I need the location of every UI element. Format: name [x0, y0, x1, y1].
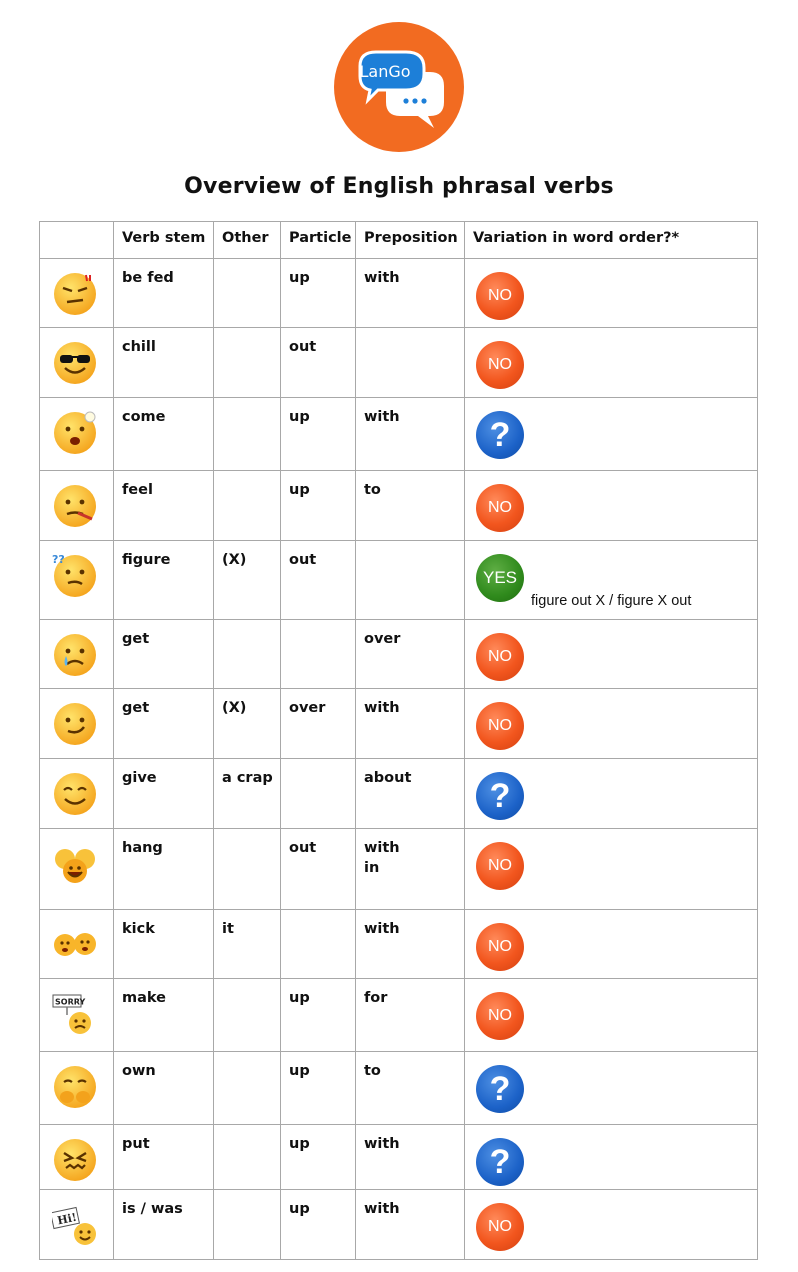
row-icon-cell	[40, 398, 114, 471]
verb-stem-cell: hang	[114, 829, 214, 910]
no-badge: NO	[476, 484, 524, 532]
verb-stem-cell: is / was	[114, 1190, 214, 1260]
question-badge: ?	[476, 1065, 524, 1113]
particle-cell: up	[281, 1052, 356, 1125]
preposition-cell: about	[356, 759, 465, 829]
particle-cell: up	[281, 259, 356, 328]
header-preposition: Preposition	[356, 222, 465, 259]
question-badge: ?	[476, 772, 524, 820]
other-cell	[214, 979, 281, 1052]
no-badge: NO	[476, 702, 524, 750]
variation-cell	[465, 398, 758, 471]
header-verb-stem: Verb stem	[114, 222, 214, 259]
table-header-row	[40, 222, 758, 259]
row-icon-cell	[40, 471, 114, 541]
preposition-cell: to	[356, 1052, 465, 1125]
other-cell	[214, 328, 281, 398]
table-row	[40, 398, 758, 471]
other-cell: (X)	[214, 541, 281, 620]
confounded-face-icon	[52, 1137, 98, 1183]
preposition-cell: to	[356, 471, 465, 541]
verb-stem-cell: kick	[114, 910, 214, 979]
row-icon-cell	[40, 1125, 114, 1190]
preposition-cell	[356, 541, 465, 620]
other-cell: (X)	[214, 689, 281, 759]
other-cell	[214, 620, 281, 689]
variation-cell	[465, 689, 758, 759]
variation-cell	[465, 759, 758, 829]
row-icon-cell	[40, 259, 114, 328]
variation-cell	[465, 328, 758, 398]
no-badge: NO	[476, 633, 524, 681]
question-badge: ?	[476, 411, 524, 459]
table-row	[40, 620, 758, 689]
particle-cell: up	[281, 979, 356, 1052]
verb-stem-cell: figure	[114, 541, 214, 620]
frustrated-face-icon	[52, 271, 98, 317]
no-badge: NO	[476, 992, 524, 1040]
header-particle: Particle	[281, 222, 356, 259]
particle-cell	[281, 759, 356, 829]
row-icon-cell	[40, 829, 114, 910]
preposition-cell: with	[356, 1190, 465, 1260]
preposition-cell: with	[356, 689, 465, 759]
other-cell	[214, 471, 281, 541]
other-cell: it	[214, 910, 281, 979]
verb-stem-cell: get	[114, 620, 214, 689]
variation-cell	[465, 979, 758, 1052]
other-cell	[214, 1190, 281, 1260]
particle-cell: up	[281, 1190, 356, 1260]
sick-thermometer-face-icon	[52, 483, 98, 529]
smiling-face-icon	[52, 771, 98, 817]
smirking-face-icon	[52, 701, 98, 747]
other-cell	[214, 398, 281, 471]
row-icon-cell	[40, 620, 114, 689]
verb-stem-cell: put	[114, 1125, 214, 1190]
preposition-cell: over	[356, 620, 465, 689]
table-row	[40, 1125, 758, 1190]
table-row	[40, 471, 758, 541]
variation-cell	[465, 829, 758, 910]
logo-text: LanGo	[359, 62, 411, 81]
table-row	[40, 1190, 758, 1260]
variation-cell	[465, 1052, 758, 1125]
row-icon-cell	[40, 910, 114, 979]
sorry-sign-face-icon	[52, 991, 98, 1037]
hi-sign-face-icon	[52, 1202, 98, 1248]
header-other: Other	[214, 222, 281, 259]
question-badge: ?	[476, 1138, 524, 1186]
preposition-cell	[356, 328, 465, 398]
lightbulb-face-icon	[52, 410, 98, 456]
other-cell	[214, 829, 281, 910]
group-faces-icon	[52, 841, 98, 887]
covering-mouth-face-icon	[52, 1064, 98, 1110]
speech-bubbles-icon	[334, 22, 464, 152]
table-row	[40, 689, 758, 759]
phrasal-verbs-table	[39, 221, 758, 1260]
header-variation: Variation in word order?*	[465, 222, 758, 259]
row-icon-cell	[40, 759, 114, 829]
table-row	[40, 759, 758, 829]
particle-cell	[281, 620, 356, 689]
particle-cell: out	[281, 541, 356, 620]
preposition-cell: with	[356, 910, 465, 979]
svg-text:SORRY: SORRY	[55, 997, 86, 1007]
particle-cell: out	[281, 829, 356, 910]
particle-cell: up	[281, 398, 356, 471]
variation-cell	[465, 910, 758, 979]
table-row	[40, 829, 758, 910]
verb-stem-cell: be fed	[114, 259, 214, 328]
sunglasses-face-icon	[52, 340, 98, 386]
header-icon-column	[40, 222, 114, 259]
yes-badge: YES	[476, 554, 524, 602]
variation-cell	[465, 620, 758, 689]
particle-cell: up	[281, 471, 356, 541]
page-title: Overview of English phrasal verbs	[184, 174, 614, 199]
row-icon-cell	[40, 979, 114, 1052]
variation-cell	[465, 1190, 758, 1260]
table-row	[40, 910, 758, 979]
verb-stem-cell: feel	[114, 471, 214, 541]
particle-cell: up	[281, 1125, 356, 1190]
preposition-cell: with	[356, 259, 465, 328]
row-icon-cell	[40, 1052, 114, 1125]
verb-stem-cell: own	[114, 1052, 214, 1125]
no-badge: NO	[476, 1203, 524, 1251]
variation-cell	[465, 259, 758, 328]
verb-stem-cell: give	[114, 759, 214, 829]
preposition-cell: with in	[356, 829, 465, 910]
other-cell: a crap	[214, 759, 281, 829]
row-icon-cell	[40, 689, 114, 759]
no-badge: NO	[476, 842, 524, 890]
table-row	[40, 1052, 758, 1125]
row-icon-cell	[40, 541, 114, 620]
two-faces-icon	[52, 922, 98, 968]
verb-stem-cell: get	[114, 689, 214, 759]
row-icon-cell	[40, 1190, 114, 1260]
verb-stem-cell: come	[114, 398, 214, 471]
table-row	[40, 328, 758, 398]
row-icon-cell	[40, 328, 114, 398]
no-badge: NO	[476, 923, 524, 971]
other-cell	[214, 259, 281, 328]
variation-cell	[465, 1125, 758, 1190]
other-cell	[214, 1052, 281, 1125]
particle-cell: over	[281, 689, 356, 759]
preposition-cell: with	[356, 1125, 465, 1190]
particle-cell	[281, 910, 356, 979]
svg-text:Hi!: Hi!	[56, 1210, 78, 1228]
variation-note: figure out X / figure X out	[531, 593, 692, 609]
table-row	[40, 259, 758, 328]
table-row	[40, 979, 758, 1052]
particle-cell: out	[281, 328, 356, 398]
variation-cell	[465, 541, 758, 620]
verb-stem-cell: make	[114, 979, 214, 1052]
crying-face-icon	[52, 632, 98, 678]
no-badge: NO	[476, 341, 524, 389]
other-cell	[214, 1125, 281, 1190]
verb-stem-cell: chill	[114, 328, 214, 398]
thinking-face-icon	[52, 553, 98, 599]
no-badge: NO	[476, 272, 524, 320]
lango-logo	[334, 22, 464, 152]
preposition-cell: with	[356, 398, 465, 471]
preposition-cell: for	[356, 979, 465, 1052]
table-row	[40, 541, 758, 620]
svg-text:??: ??	[52, 553, 65, 566]
variation-cell	[465, 471, 758, 541]
